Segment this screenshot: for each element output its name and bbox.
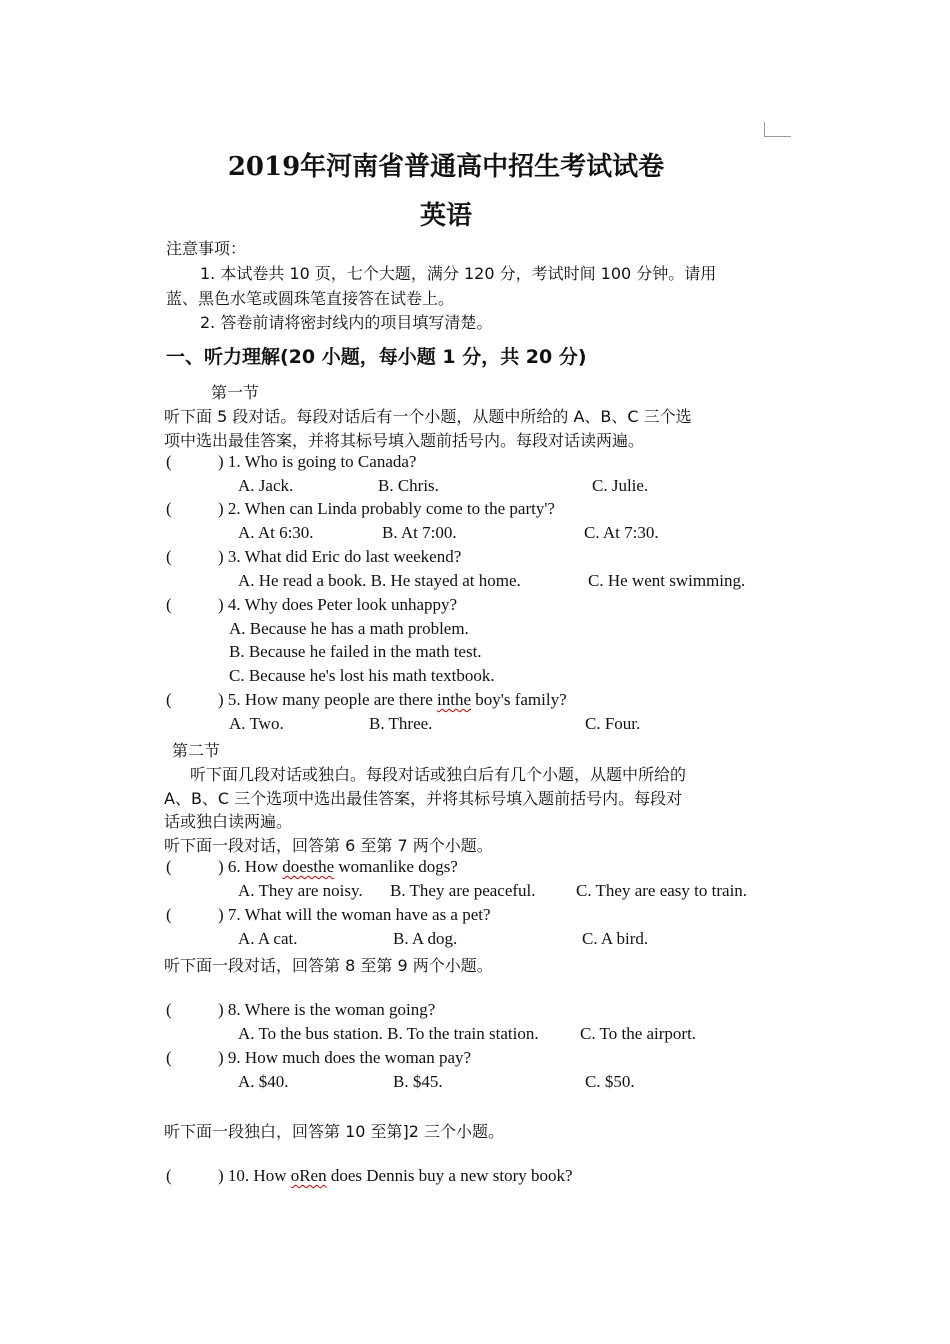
question-8 — [166, 1000, 435, 1020]
question-stem: ) 4. Why does Peter look unhappy? — [218, 595, 458, 614]
group-instruction-10-12: 听下面一段独白，回答第 10 至第]2 三个小题。 — [164, 1122, 505, 1141]
question-5 — [166, 690, 567, 710]
option-c: C. Because he's lost his math textbook. — [229, 666, 495, 685]
option-a-b: A. To the bus station. B. To the train station. — [238, 1024, 539, 1043]
answer-bracket[interactable]: ( — [166, 499, 172, 518]
question-stem: ) 5. How many people are there — [218, 690, 438, 709]
question-3 — [166, 547, 461, 567]
option-a: A. Because he has a math problem. — [229, 619, 469, 638]
question-stem: ) 6. How — [218, 857, 283, 876]
page-corner-mark — [764, 122, 791, 137]
group-instruction-8-9: 听下面一段对话，回答第 8 至第 9 两个小题。 — [164, 956, 493, 975]
part1-instruction: 听下面 5 段对话。每段对话后有一个小题，从题中所给的 A、B、C 三个选 — [164, 407, 692, 426]
spelling-error-mark: inthe — [437, 690, 472, 709]
question-stem: ) 9. How much does the woman pay? — [218, 1048, 472, 1067]
question-10 — [166, 1166, 573, 1186]
option-c: C. A bird. — [582, 929, 649, 948]
group-instruction-6-7: 听下面一段对话，回答第 6 至第 7 两个小题。 — [164, 836, 493, 855]
option-a: A. They are noisy. — [238, 881, 363, 900]
answer-bracket[interactable]: ( — [166, 452, 172, 471]
notice-item-2: 2. 答卷前请将密封线内的项目填写清楚。 — [200, 313, 493, 332]
part1-label: 第一节 — [211, 383, 260, 402]
option-a: A. Two. — [229, 714, 284, 733]
option-b: B. At 7:00. — [382, 523, 457, 542]
answer-bracket[interactable]: ( — [166, 690, 172, 709]
spelling-error-mark: oRen — [290, 1166, 327, 1185]
answer-bracket[interactable]: ( — [166, 905, 172, 924]
notice-item-1: 1. 本试卷共 10 页，七个大题，满分 120 分，考试时间 100 分钟。请用 — [200, 264, 717, 283]
question-stem: ) 1. Who is going to Canada? — [218, 452, 417, 471]
question-stem: ) 8. Where is the woman going? — [218, 1000, 436, 1019]
option-a: A. A cat. — [238, 929, 298, 948]
option-b: B. Three. — [369, 714, 433, 733]
answer-bracket[interactable]: ( — [166, 547, 172, 566]
question-stem-end: boy's family? — [471, 690, 567, 709]
part2-instruction: 听下面几段对话或独白。每段对话或独白后有几个小题，从题中所给的 — [190, 765, 687, 784]
option-c: C. $50. — [585, 1072, 635, 1091]
notice-label: 注意事项： — [166, 239, 247, 258]
answer-bracket[interactable]: ( — [166, 1048, 172, 1067]
option-c: C. They are easy to train. — [576, 881, 748, 900]
option-c: C. To the airport. — [580, 1024, 697, 1043]
question-stem: ) 7. What will the woman have as a pet? — [218, 905, 491, 924]
question-1 — [166, 452, 416, 472]
option-a: A. $40. — [238, 1072, 289, 1091]
option-a: A. Jack. — [238, 476, 294, 495]
question-stem: ) 10. How — [218, 1166, 291, 1185]
notice-item-1-cont: 蓝、黑色水笔或圆珠笔直接答在试卷上。 — [166, 289, 455, 308]
option-b: B. Because he failed in the math test. — [229, 642, 482, 661]
question-9 — [166, 1048, 471, 1068]
question-stem: ) 2. When can Linda probably come to the party'? — [218, 499, 555, 518]
answer-bracket[interactable]: ( — [166, 1000, 172, 1019]
option-a-b: A. He read a book. B. He stayed at home. — [238, 571, 521, 590]
option-b: B. Chris. — [378, 476, 439, 495]
question-stem-end: does Dennis buy a new story book? — [326, 1166, 573, 1185]
part1-instruction-cont: 项中选出最佳答案，并将其标号填入题前括号内。每段对话读两遍。 — [164, 431, 645, 450]
option-c: C. Julie. — [592, 476, 649, 495]
part2-instruction-cont: A、B、C 三个选项中选出最佳答案，并将其标号填入题前括号内。每段对 — [164, 789, 683, 808]
answer-bracket[interactable]: ( — [166, 595, 172, 614]
section-heading-listening: 一、听力理解(20 小题，每小题 1 分，共 20 分) — [166, 346, 587, 368]
question-7 — [166, 905, 491, 925]
option-b: B. They are peaceful. — [390, 881, 536, 900]
question-stem-end: womanlike dogs? — [334, 857, 458, 876]
question-2 — [166, 499, 555, 519]
answer-bracket[interactable]: ( — [166, 1166, 172, 1185]
option-c: C. At 7:30. — [584, 523, 659, 542]
option-c: C. He went swimming. — [588, 571, 746, 590]
question-4 — [166, 595, 457, 615]
option-a: A. At 6:30. — [238, 523, 314, 542]
part2-instruction-end: 话或独白读两遍。 — [164, 812, 293, 831]
option-b: B. $45. — [393, 1072, 443, 1091]
spelling-error-mark: doesthe — [282, 857, 335, 876]
option-b: B. A dog. — [393, 929, 458, 948]
exam-subject: 英语 — [419, 201, 472, 231]
part2-label: 第二节 — [172, 741, 221, 760]
answer-bracket[interactable]: ( — [166, 857, 172, 876]
option-c: C. Four. — [585, 714, 641, 733]
question-6 — [166, 857, 458, 877]
question-stem: ) 3. What did Eric do last weekend? — [218, 547, 462, 566]
exam-title: 2019年河南省普通高中招生考试试卷 — [227, 152, 665, 182]
